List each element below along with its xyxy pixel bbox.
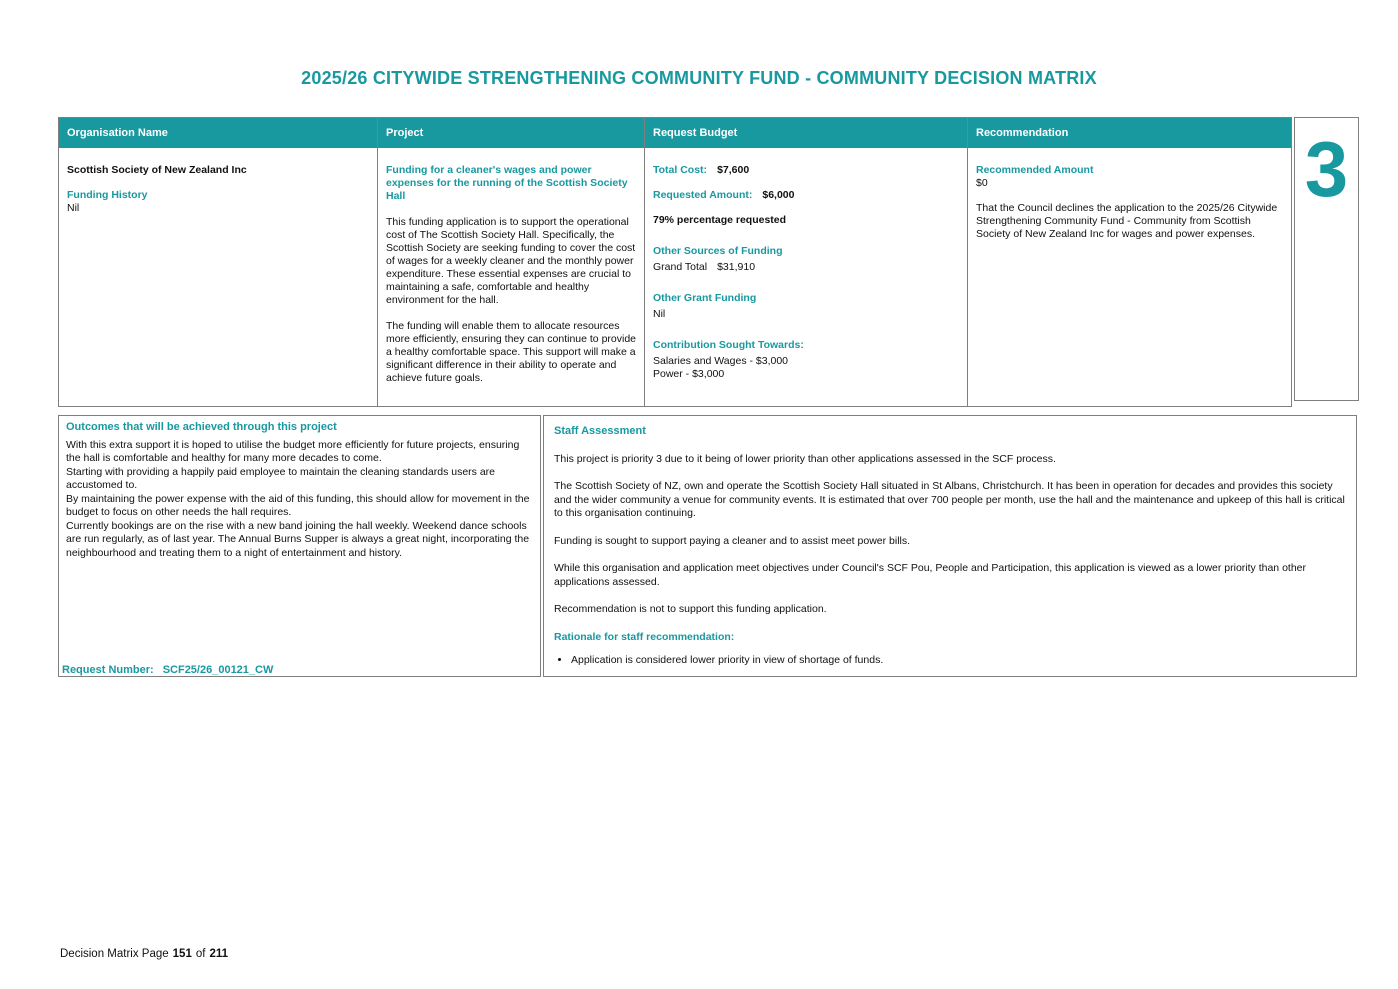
request-number-value: SCF25/26_00121_CW <box>162 664 274 676</box>
application-table <box>58 117 1292 407</box>
total-cost-label: Total Cost: <box>653 164 708 176</box>
outcomes-line: With this extra support it is hoped to utilise the budget more efficiently for future projects, ensuring the hall is comfortable and healthy for many more decades to come. <box>66 438 520 464</box>
footer-prefix: Decision Matrix Page <box>60 948 169 960</box>
page-footer <box>60 948 228 960</box>
decision-matrix <box>58 117 1359 407</box>
column-header-request-budget: Request Budget <box>644 118 967 148</box>
project-cell <box>377 148 644 406</box>
staff-assessment-paragraph: While this organisation and application meet objectives under Council's SCF Pou, People and Participation, this application is viewed as a lower priority than other applications assessed. <box>554 562 1306 588</box>
request-number-label: Request Number: <box>62 664 154 676</box>
staff-assessment-paragraph: This project is priority 3 due to it being of lower priority than other applications assessed in the SCF process. <box>554 452 1056 465</box>
column-header-organisation-name: Organisation Name <box>59 118 377 148</box>
footer-of: of <box>195 948 206 960</box>
organisation-cell <box>59 148 377 406</box>
table-row <box>59 148 1291 406</box>
priority-cell <box>1294 117 1359 401</box>
staff-assessment-paragraph: Recommendation is not to support this funding application. <box>554 603 827 615</box>
priority-number: 3 <box>1304 125 1349 213</box>
total-cost-line <box>653 164 959 177</box>
footer-total-pages: 211 <box>209 948 228 960</box>
rationale-list <box>554 654 1346 668</box>
funding-history-value: Nil <box>67 202 80 214</box>
footer-page-number: 151 <box>172 948 192 960</box>
project-description-paragraph: The funding will enable them to allocate resources more efficiently, ensuring they can continue to provide a healthy comfortable space. This support will make a significant difference in their ability to operate and achieve future goals. <box>386 320 637 384</box>
total-cost-value: $7,600 <box>717 164 750 176</box>
organisation-name: Scottish Society of New Zealand Inc <box>67 164 247 176</box>
recommended-amount-label: Recommended Amount <box>976 164 1094 176</box>
contribution-item: Salaries and Wages - $3,000 <box>653 355 789 367</box>
request-number <box>62 664 273 676</box>
contribution-sought-label: Contribution Sought Towards: <box>653 339 804 351</box>
other-grant-funding-value: Nil <box>653 308 666 320</box>
outcomes-line: Starting with providing a happily paid employee to maintain the cleaning standards users are accustomed to. <box>66 465 496 491</box>
staff-assessment-box <box>543 415 1357 677</box>
column-header-project: Project <box>377 118 644 148</box>
grand-total-line <box>653 261 959 274</box>
contribution-item: Power - $3,000 <box>653 368 725 380</box>
outcomes-line: Currently bookings are on the rise with a new band joining the hall weekly. Weekend dance schools are run regularly, as of last year. The Annual Burns Supper is always a great night, incorporating the neighbourhood and treating them to a night of entertainment and history. <box>66 519 530 559</box>
outcomes-box <box>58 415 541 677</box>
outcomes-title: Outcomes that will be achieved through this project <box>66 421 337 433</box>
staff-assessment-paragraph: The Scottish Society of NZ, own and operate the Scottish Society Hall situated in St Albans, Christchurch. It has been in operation for decades and provides this society and the wider community a venue for community events. It is estimated that over 700 people per month, use the hall and the maintenance and upkeep of this hall is critical to this organisation continuing. <box>554 480 1345 519</box>
table-header-row <box>59 118 1291 148</box>
requested-amount-label: Requested Amount: <box>653 189 753 201</box>
requested-amount-line <box>653 189 959 202</box>
page-title: 2025/26 CITYWIDE STRENGTHENING COMMUNITY FUND - COMMUNITY DECISION MATRIX <box>301 68 1097 88</box>
recommendation-statement: That the Council declines the application to the 2025/26 Citywide Strengthening Community Fund - Community from Scottish Society of New Zealand Inc for wages and power expenses. <box>976 202 1278 240</box>
rationale-label: Rationale for staff recommendation: <box>554 630 735 643</box>
request-budget-cell <box>644 148 967 406</box>
assessment-section <box>58 415 1357 677</box>
outcomes-line: By maintaining the power expense with the aid of this funding, this should allow for movement in the budget to focus on other needs the hall requires. <box>66 492 530 518</box>
staff-assessment-paragraph: Funding is sought to support paying a cleaner and to assist meet power bills. <box>554 534 911 547</box>
funding-history-label: Funding History <box>67 189 148 201</box>
grand-total-value: $31,910 <box>717 261 756 273</box>
rationale-item: • Application is considered lower priority in view of shortage of funds. <box>571 654 1346 668</box>
recommended-amount-value: $0 <box>976 177 988 189</box>
staff-assessment-title: Staff Assessment <box>554 425 646 437</box>
column-header-recommendation: Recommendation <box>967 118 1291 148</box>
percentage-requested: 79% percentage requested <box>653 214 787 226</box>
project-description-paragraph: This funding application is to support the operational cost of The Scottish Society Hall. Specifically, the Scottish Society are seeking funding to cover the cost of wages for a weekly cleaner and the monthly power expenditure. These essential expenses are crucial to maintaining a safe, comfortable and healthy environment for the hall. <box>386 216 636 306</box>
project-title: Funding for a cleaner's wages and power expenses for the running of the Scottish Society Hall <box>386 164 628 202</box>
other-grant-funding-label: Other Grant Funding <box>653 292 757 304</box>
other-sources-label: Other Sources of Funding <box>653 245 783 257</box>
requested-amount-value: $6,000 <box>762 189 795 201</box>
recommendation-cell <box>967 148 1291 406</box>
grand-total-label: Grand Total <box>653 261 708 273</box>
